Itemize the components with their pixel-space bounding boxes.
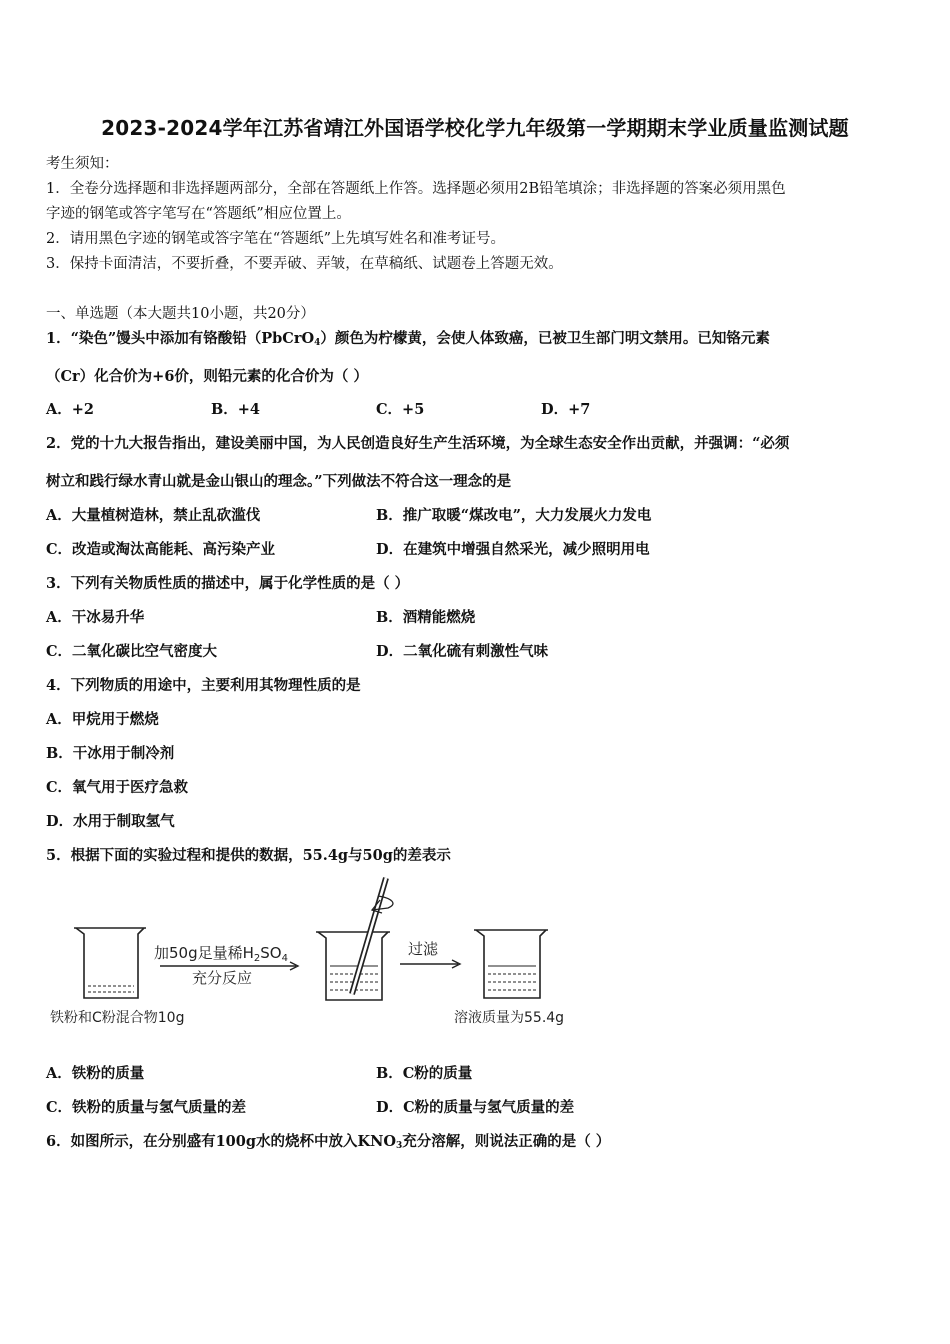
page-title: 2023-2024学年江苏省靖江外国语学校化学九年级第一学期期末学业质量监测试题 — [101, 116, 849, 140]
question-2-line-2: 树立和践行绿水青山就是金山银山的理念。”下列做法不符合这一理念的是 — [46, 473, 512, 490]
question-1-option-b: B．+4 — [211, 401, 260, 418]
left-beaker-label: 铁粉和C粉混合物10g — [50, 1010, 185, 1026]
reagent-label: 加50g足量稀$H_2SO_4$ — [154, 944, 288, 964]
question-4-option-a: A．甲烷用于燃烧 — [46, 711, 159, 728]
question-5-option-a: A．铁粉的质量 — [46, 1065, 145, 1082]
question-2-line-1: 2．党的十九大报告指出，建设美丽中国，为人民创造良好生产生活环境，为全球生态安全作出贡献，并强调：“必须 — [46, 435, 790, 452]
question-4-option-d: D．水用于制取氢气 — [46, 813, 175, 830]
question-1-option-c: C．+5 — [376, 401, 425, 418]
question-1-line-2: （Cr）化合价为+6价，则铅元素的化合价为（ ） — [46, 368, 368, 385]
question-2-option-c: C．改造或淘汰高能耗、高污染产业 — [46, 541, 276, 558]
question-4-option-c: C．氧气用于医疗急救 — [46, 779, 189, 796]
question-5-option-d: D．C粉的质量与氢气质量的差 — [376, 1099, 575, 1116]
notice-line-1b: 字迹的钢笔或答字笔写在“答题纸”相应位置上。 — [46, 206, 351, 222]
beaker-right — [474, 930, 548, 998]
question-4-option-b: B．干冰用于制冷剂 — [46, 745, 175, 762]
question-1-line-1: 1．“染色”馒头中添加有铬酸铅（PbCrO$_4$）颜色为柠檬黄，会使人体致癌，已被卫生部门明文禁用。已知铬元素 — [46, 330, 770, 348]
question-5-option-b: B．C粉的质量 — [376, 1065, 473, 1082]
experiment-diagram — [0, 870, 950, 1040]
notice-line-1a: 1．全卷分选择题和非选择题两部分，全部在答题纸上作答。选择题必须用2B铅笔填涂；非选择题的答案必须用黑色 — [46, 181, 786, 197]
question-3-line-1: 3．下列有关物质性质的描述中，属于化学性质的是（ ） — [46, 575, 410, 592]
question-3-option-b: B．酒精能燃烧 — [376, 609, 476, 626]
question-5-line-1: 5．根据下面的实验过程和提供的数据，55.4g与50g的差表示 — [46, 847, 451, 864]
question-1-option-d: D．+7 — [541, 401, 591, 418]
section-heading: 一、单选题（本大题共10小题，共20分） — [46, 306, 315, 322]
question-4-line-1: 4．下列物质的用途中，主要利用其物理性质的是 — [46, 677, 361, 694]
question-5-option-c: C．铁粉的质量与氢气质量的差 — [46, 1099, 247, 1116]
question-2-option-d: D．在建筑中增强自然采光，减少照明用电 — [376, 541, 650, 558]
question-3-option-a: A．干冰易升华 — [46, 609, 145, 626]
question-1-option-a: A．+2 — [46, 401, 94, 418]
notice-heading: 考生须知： — [46, 156, 119, 172]
reaction-label: 充分反应 — [192, 969, 253, 987]
question-2-option-a: A．大量植树造林，禁止乱砍滥伐 — [46, 507, 261, 524]
question-6-line-1: 6．如图所示，在分别盛有100g水的烧杯中放入$KNO_3$充分溶解，则说法正确的是（ ） — [46, 1133, 611, 1151]
notice-line-3: 3．保持卡面清洁，不要折叠，不要弄破、弄皱，在草稿纸、试题卷上答题无效。 — [46, 256, 563, 272]
question-3-option-c: C．二氧化碳比空气密度大 — [46, 643, 218, 660]
right-beaker-label: 溶液质量为55.4g — [454, 1010, 565, 1026]
notice-line-2: 2．请用黑色字迹的钢笔或答字笔在“答题纸”上先填写姓名和准考证号。 — [46, 231, 506, 247]
filter-label: 过滤 — [408, 940, 439, 958]
question-2-option-b: B．推广取暖“煤改电”，大力发展火力发电 — [376, 507, 652, 524]
question-3-option-d: D．二氧化硫有刺激性气味 — [376, 643, 549, 660]
beaker-left — [74, 928, 146, 998]
stirring-rod — [352, 878, 393, 994]
